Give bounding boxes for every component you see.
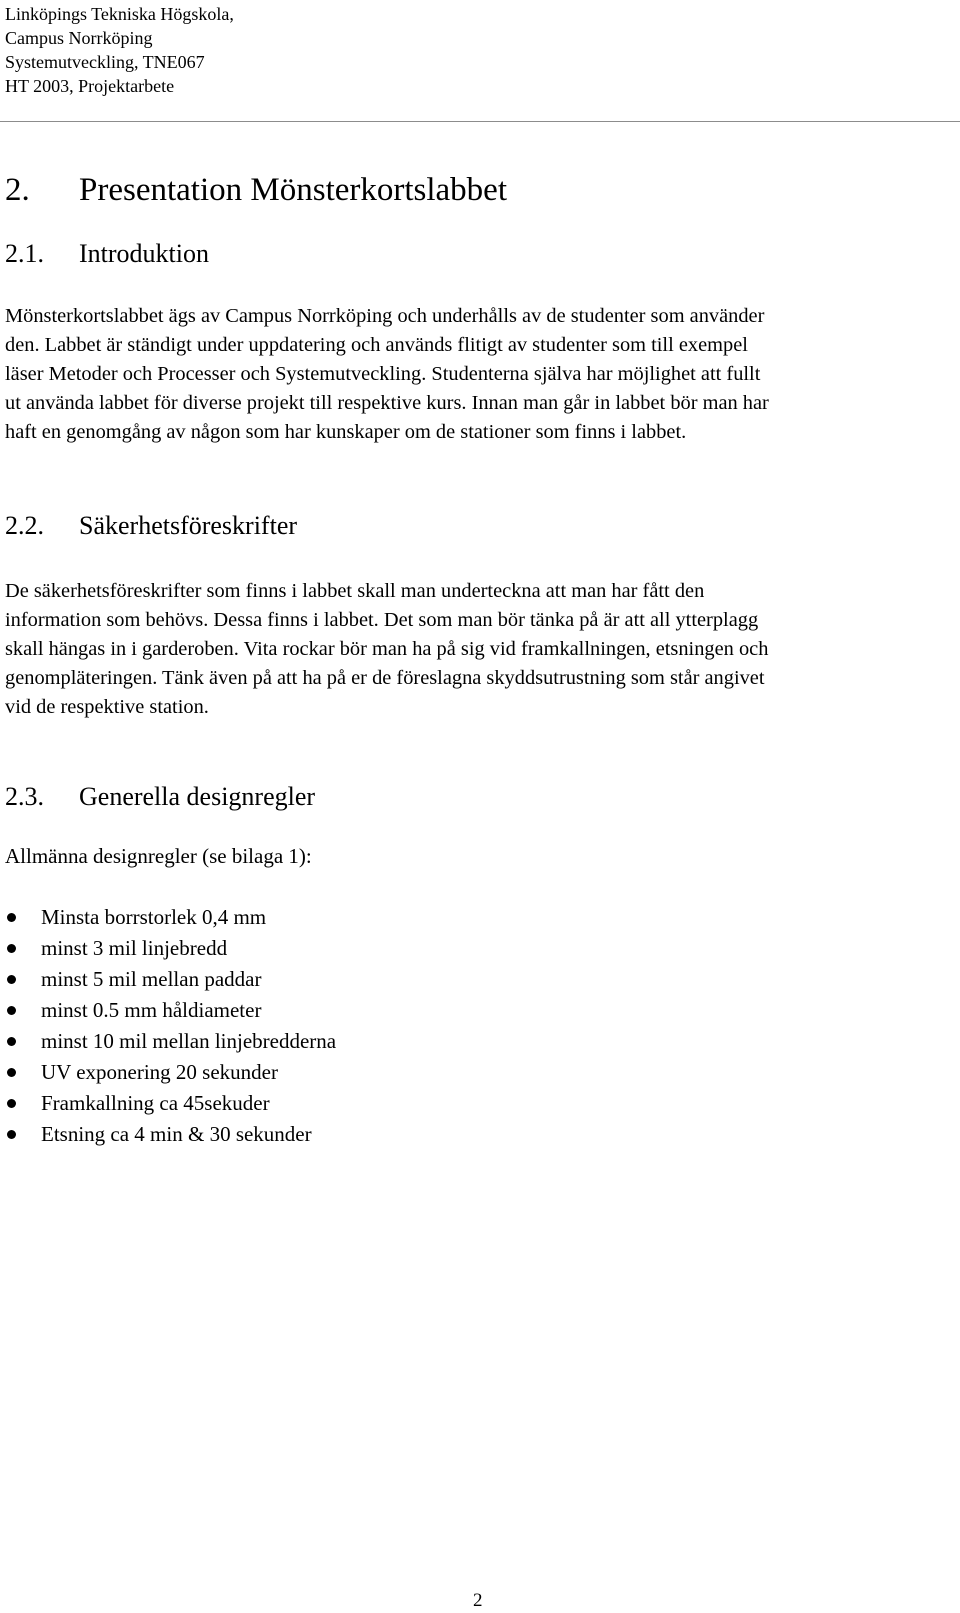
bullet-icon xyxy=(7,913,16,922)
subsection-number: 2.1. xyxy=(5,239,44,268)
header-line-institution: Linköpings Tekniska Högskola, xyxy=(5,4,234,24)
header-line-campus: Campus Norrköping xyxy=(5,28,153,48)
paragraph-line: ut använda labbet för diverse projekt till respektive kurs. Innan man går in labbet bör man har xyxy=(5,392,769,414)
paragraph-line: De säkerhetsföreskrifter som finns i labbet skall man underteckna att man har fått den xyxy=(5,580,705,602)
list-item-text: UV exponering 20 sekunder xyxy=(41,1060,278,1084)
bullet-icon xyxy=(7,1099,16,1108)
subsection-heading-designregler xyxy=(5,781,315,813)
bullet-icon xyxy=(7,975,16,984)
page-number: 2 xyxy=(473,1590,483,1611)
list-item-text: Etsning ca 4 min & 30 sekunder xyxy=(41,1122,312,1146)
subsection-number: 2.3. xyxy=(5,782,44,811)
paragraph-designregler-intro xyxy=(5,842,953,871)
list-item-text: minst 3 mil linjebredd xyxy=(41,936,228,960)
section-title: Presentation Mönsterkortslabbet xyxy=(79,172,508,208)
list-item-text: minst 0.5 mm håldiameter xyxy=(41,998,262,1022)
paragraph-line: haft en genomgång av någon som har kunskaper om de stationer som finns i labbet. xyxy=(5,421,687,443)
paragraph-line: genompläteringen. Tänk även på att ha på er de föreslagna skyddsutrustning som står angivet xyxy=(5,667,765,689)
header-divider xyxy=(0,121,960,122)
section-heading xyxy=(5,170,507,210)
paragraph-line: Allmänna designregler (se bilaga 1): xyxy=(5,844,312,868)
subsection-title: Introduktion xyxy=(79,239,209,268)
paragraph-line: Mönsterkortslabbet ägs av Campus Norrköping och underhålls av de studenter som använder xyxy=(5,305,765,327)
subsection-heading-sakerhetsforeskrifter xyxy=(5,510,297,542)
header-line-course: Systemutveckling, TNE067 xyxy=(5,52,205,72)
bullet-icon xyxy=(7,1037,16,1046)
list-item-text: Framkallning ca 45sekuder xyxy=(41,1091,270,1115)
paragraph-line: information som behövs. Dessa finns i labbet. Det som man bör tänka på är att all ytterplagg xyxy=(5,609,759,631)
list-item-text: minst 10 mil mellan linjebredderna xyxy=(41,1029,337,1053)
section-number: 2. xyxy=(5,172,30,208)
subsection-number: 2.2. xyxy=(5,511,44,540)
paragraph-line: läser Metoder och Processer och Systemutveckling. Studenterna själva har möjlighet att fullt xyxy=(5,363,761,385)
list-item-text: Minsta borrstorlek 0,4 mm xyxy=(41,905,267,929)
paragraph-line: skall hängas in i garderoben. Vita rockar bör man ha på sig vid framkallningen, etsningen och xyxy=(5,638,769,660)
header-line-term: HT 2003, Projektarbete xyxy=(5,76,175,96)
subsection-heading-introduktion xyxy=(5,238,209,270)
subsection-title: Generella designregler xyxy=(79,782,316,811)
bullet-icon xyxy=(7,1130,16,1139)
paragraph-introduktion xyxy=(5,302,953,447)
bullet-icon xyxy=(7,1006,16,1015)
subsection-title: Säkerhetsföreskrifter xyxy=(79,511,298,540)
paragraph-line: vid de respektive station. xyxy=(5,696,209,718)
document-header xyxy=(5,2,234,98)
paragraph-line: den. Labbet är ständigt under uppdatering och används flitigt av studenter som till exempel xyxy=(5,334,748,356)
bullet-icon xyxy=(7,944,16,953)
list-item-text: minst 5 mil mellan paddar xyxy=(41,967,262,991)
paragraph-sakerhetsforeskrifter xyxy=(5,577,953,722)
bullet-icon xyxy=(7,1068,16,1077)
